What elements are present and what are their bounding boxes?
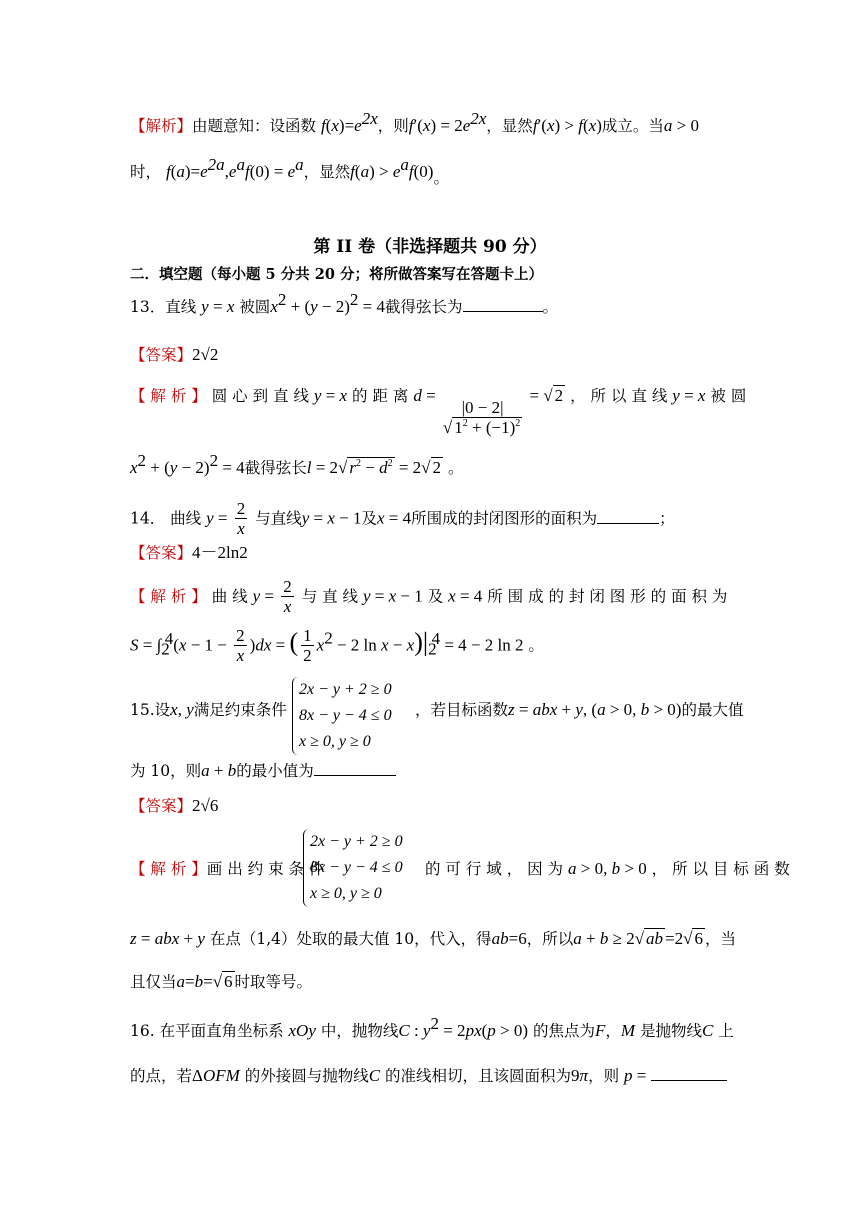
section-subtitle: 二．填空题（每小题 5 分共 20 分；将所做答案写在答题卡上） bbox=[130, 266, 543, 283]
q15-question-line1b: ，若目标函数z = abx + y, (a > 0, b > 0)的最大值 bbox=[415, 700, 744, 719]
q13-explanation-line2: $x^2 + (y - 2)^2 = 4$截得弦长l = 2√ $r^2 - d^2 = 2√$ 2 。 bbox=[130, 451, 464, 477]
q14-answer bbox=[130, 543, 248, 563]
q15-constraint-system: 2x − y + 2 ≥ 0 8x − y − 4 ≤ 0 x ≥ 0, y ≥ 0 bbox=[292, 677, 392, 755]
q12-explanation-line1: 【解析】由题意知：设函数 $f(x)=e^{2x}$，则$f'(x) = 2e^{2x}$，显然f′(x) > f(x)成立。当a > 0 bbox=[130, 109, 699, 135]
fraction-2-over-x: $\frac{2}{x}$ bbox=[283, 577, 292, 616]
explanation-label: 【 解 析 】 bbox=[130, 860, 207, 878]
q13-question: 13．直线 y = x 被圆$x^2 + (y - 2)^2 = 4$截得弦长为 。 bbox=[130, 290, 559, 316]
q15-explanation-line1b: 的 可 行 域 ， 因 为 a > 0, b > 0 ， 所 以 目 标 函 数 bbox=[425, 859, 790, 878]
answer-value: 2√6 bbox=[192, 796, 219, 815]
q16-question-line2: 的点，若ΔOFM 的外接圆与抛物线C 的准线相切，且该圆面积为9π，则 p = bbox=[130, 1066, 727, 1086]
answer-blank bbox=[651, 1066, 727, 1081]
q15-explanation-line3: 且仅当a=b=√ 6 时取等号。 bbox=[130, 972, 313, 991]
q15-explanation-line1: 【 解 析 】画 出 约 束 条 件 bbox=[130, 860, 325, 878]
distance-fraction: $\frac{|0 - 2|}{√ 1^2 + (-1)^2}$ bbox=[442, 398, 521, 437]
answer-blank bbox=[463, 297, 543, 312]
q15-explanation-line2: z = abx + y 在点（1,4）处取的最大值 10，代入，得ab=6，所以a + b ≥ 2√ ab =2√ 6 ，当 bbox=[130, 929, 736, 948]
explanation-label: 【 解 析 】 bbox=[130, 587, 207, 606]
q16-question-line1: 16. 在平面直角坐标系 xOy 中，抛物线C : $y^2 = 2px(p > 0)$ 的焦点为F，M 是抛物线C 上 bbox=[130, 1014, 734, 1040]
q14-explanation-line2: $S = \int_2^4(x - 1$ − $\frac{2}{x}$ )dx = ( $\frac{1}{2}$ $x^2 - 2$ $\ln x - x)|_2^4 = 4 - 2$ ln 2 。 bbox=[130, 626, 544, 665]
q15-answer bbox=[130, 796, 218, 816]
explanation-label: 【解析】 bbox=[130, 117, 193, 135]
answer-blank bbox=[314, 761, 396, 776]
section-title: 第 II 卷（非选择题共 90 分） bbox=[313, 237, 547, 257]
q15-explanation-constraint-system: 2x − y + 2 ≥ 0 8x − y − 4 ≤ 0 x ≥ 0, y ≥ 0 bbox=[303, 829, 403, 907]
answer-label: 【答案】 bbox=[130, 346, 193, 364]
explanation-label: 【 解 析 】 bbox=[130, 387, 207, 405]
fraction-2-over-x: $\frac{2}{x}$ bbox=[236, 499, 246, 538]
q15-question-line1: 15.设x, y满足约束条件 bbox=[130, 700, 287, 719]
answer-value: 2√2 bbox=[192, 345, 219, 364]
q15-question-line2: 为 10，则a + b的最小值为 bbox=[130, 761, 396, 781]
q13-answer bbox=[130, 345, 218, 365]
q14-question: 14． 曲线 y = $\frac{2}{x}$ 与直线y = x − 1及x = 4所围成的封闭图形的面积为 ； bbox=[130, 499, 675, 538]
fraction-2-over-x: $\frac{2}{x}$ bbox=[236, 626, 245, 665]
fraction-half: $\frac{1}{2}$ bbox=[303, 626, 312, 665]
q13-explanation-line1: 【 解 析 】 圆 心 到 直 线 y = x 的 距 离 d = $\frac{|0 - 2|}{√ 1^2 + (-1)^2}$ = √ 2 ， 所 以 直 线 y = x 被 圆 bbox=[130, 386, 747, 437]
q14-explanation-line1: 【 解 析 】 曲 线 y = $\frac{2}{x}$ 与 直 线 y = x − 1 及 x = 4 所 围 成 的 封 闭 图 形 的 面 积 为 bbox=[130, 577, 728, 616]
answer-value: 4－2ln2 bbox=[192, 543, 248, 562]
q12-explanation-line2: 时， $f(a)=e^{2a},e^af(0) = e^a$，显然$f(a) > e^af(0)$。 bbox=[130, 155, 449, 187]
answer-blank bbox=[597, 509, 659, 524]
answer-label: 【答案】 bbox=[130, 544, 193, 562]
answer-label: 【答案】 bbox=[130, 797, 193, 815]
